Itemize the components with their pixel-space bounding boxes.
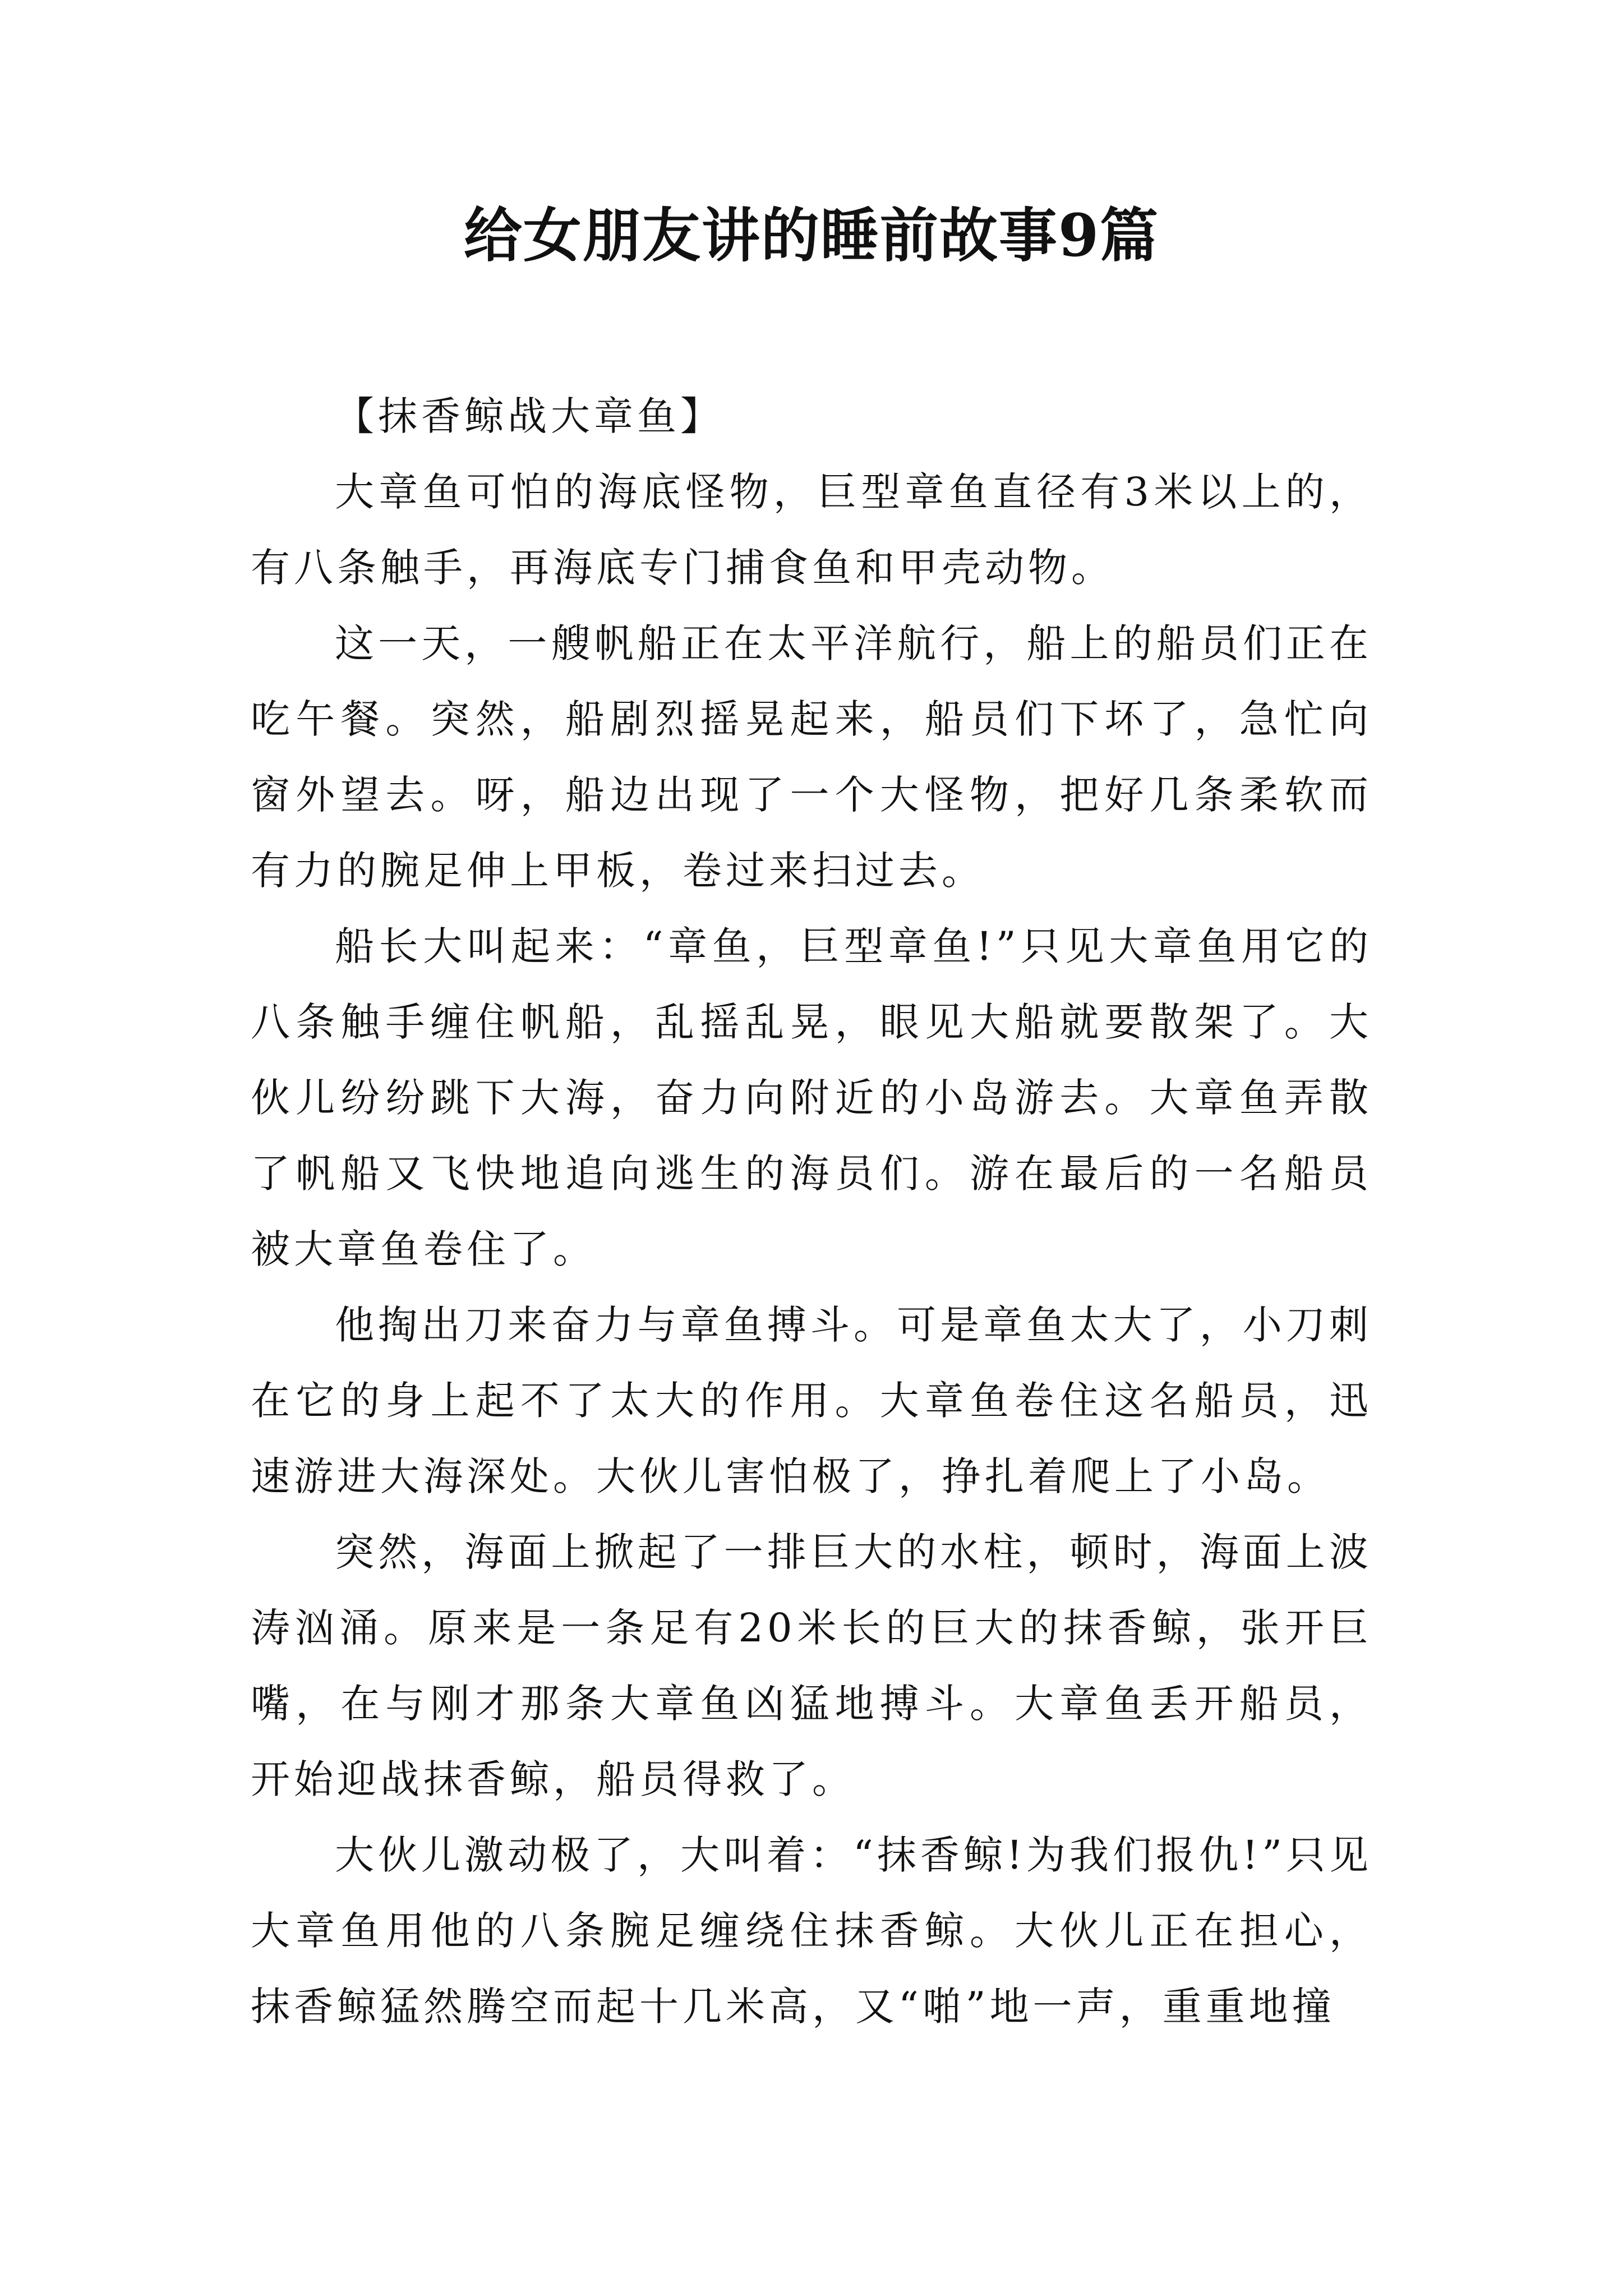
section-heading: 【抹香鲸战大章鱼】	[335, 393, 723, 439]
document-body	[251, 379, 1372, 2045]
paragraph: 这一天，一艘帆船正在太平洋航行，船上的船员们正在吃午餐。突然，船剧烈摇晃起来，船员们下坏了，急忙向窗外望去。呀，船边出现了一个大怪物，把好几条柔软而有力的腕足伸上甲板，卷过来扫过去。	[251, 620, 1372, 894]
paragraph: 突然，海面上掀起了一排巨大的水柱，顿时，海面上波涛汹涌。原来是一条足有20米长的巨大的抹香鲸，张开巨嘴，在与刚才那条大章鱼凶猛地搏斗。大章鱼丢开船员，开始迎战抹香鲸，船员得救了。	[251, 1529, 1372, 1802]
paragraph: 大伙儿激动极了，大叫着：“抹香鲸!为我们报仇!”只见大章鱼用他的八条腕足缠绕住抹香鲸。大伙儿正在担心，抹香鲸猛然腾空而起十几米高，又“啪”地一声，重重地撞	[251, 1832, 1372, 2030]
document-title: 给女朋友讲的睡前故事9篇	[463, 201, 1160, 270]
paragraph: 大章鱼可怕的海底怪物，巨型章鱼直径有3米以上的，有八条触手，再海底专门捕食鱼和甲壳动物。	[251, 469, 1372, 591]
paragraph: 船长大叫起来：“章鱼，巨型章鱼!”只见大章鱼用它的八条触手缠住帆船，乱摇乱晃，眼见大船就要散架了。大伙儿纷纷跳下大海，奋力向附近的小岛游去。大章鱼弄散了帆船又飞快地追向逃生的海员们。游在最后的一名船员被大章鱼卷住了。	[251, 923, 1372, 1272]
paragraph: 他掏出刀来奋力与章鱼搏斗。可是章鱼太大了，小刀刺在它的身上起不了太大的作用。大章鱼卷住这名船员，迅速游进大海深处。大伙儿害怕极了，挣扎着爬上了小岛。	[251, 1302, 1372, 1499]
